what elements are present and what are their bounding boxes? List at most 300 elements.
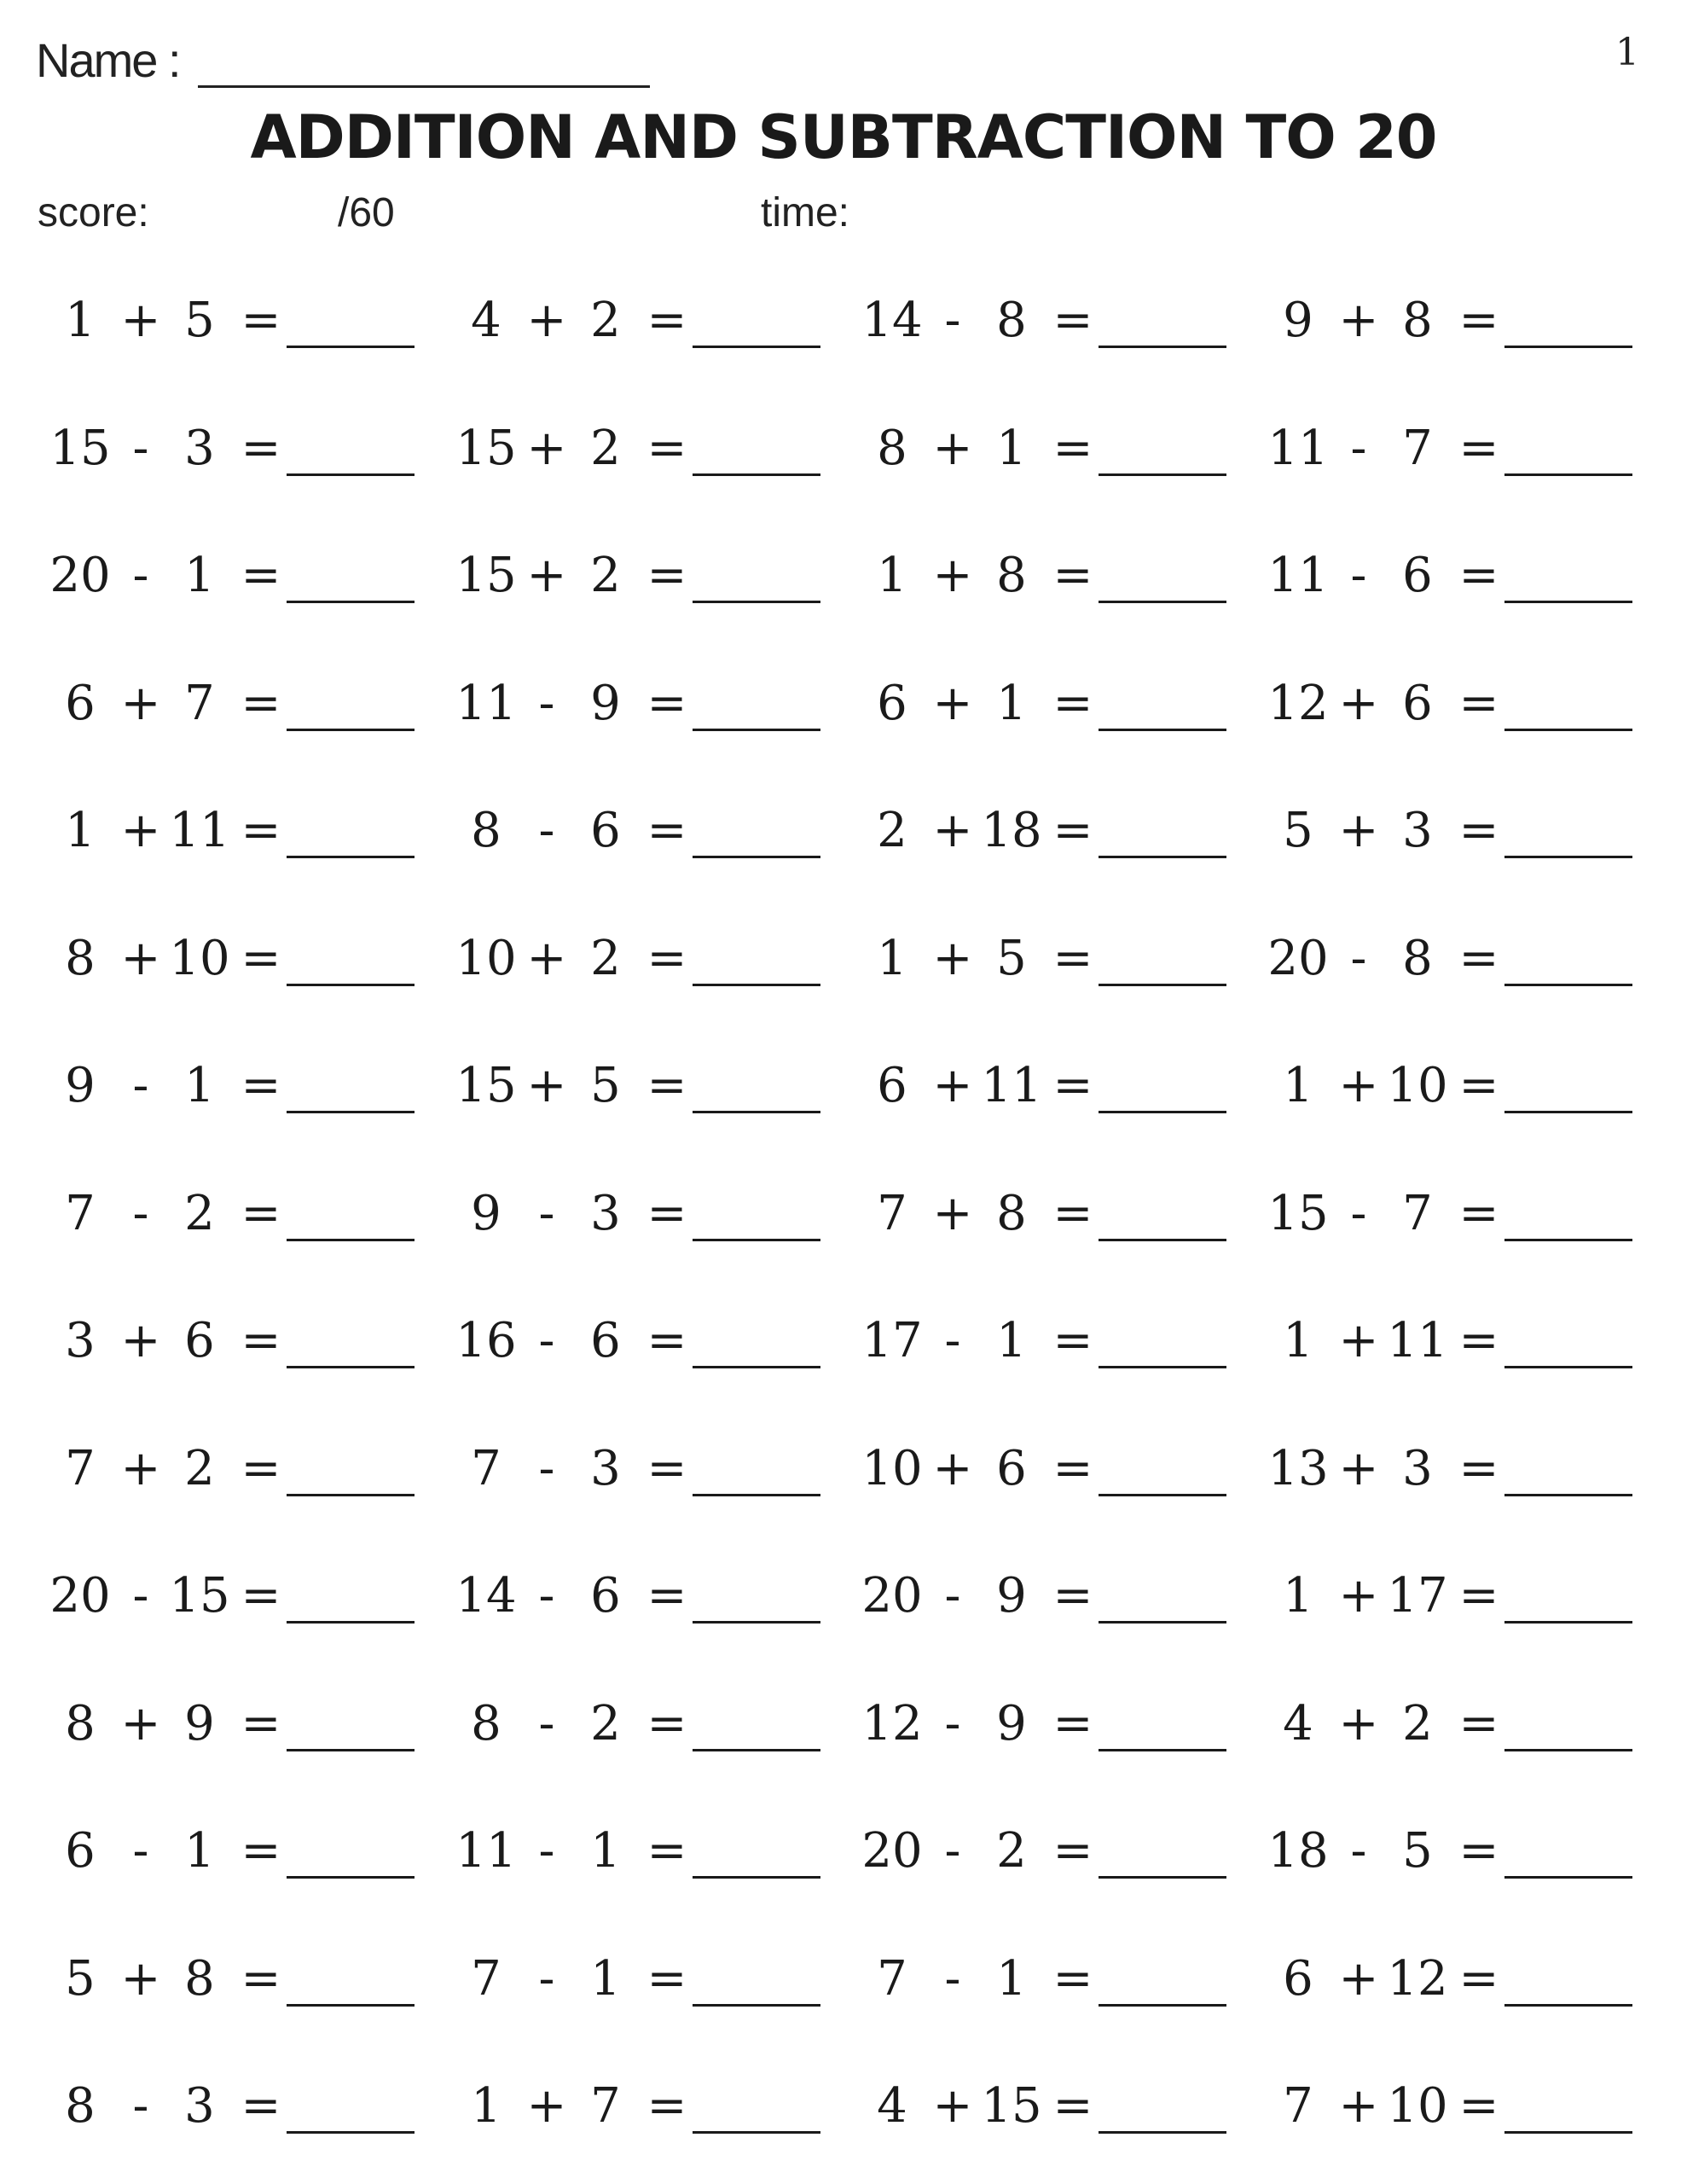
answer-blank[interactable] xyxy=(693,1621,820,1623)
problem-13-1 xyxy=(44,1804,420,1897)
operand-b: 11 xyxy=(1387,1313,1448,1368)
answer-blank[interactable] xyxy=(1099,2131,1226,2134)
answer-blank[interactable] xyxy=(287,2131,415,2134)
operand-a: 20 xyxy=(861,1823,923,1879)
page-title: ADDITION AND SUBTRACTION TO 20 xyxy=(250,102,1437,172)
operand-a: 8 xyxy=(65,1695,96,1751)
problem-11-4 xyxy=(1262,1548,1638,1642)
operand-a: 9 xyxy=(65,1058,96,1113)
operand-a: 7 xyxy=(471,1440,501,1496)
equals-sign: = xyxy=(646,930,687,986)
operator: + xyxy=(526,548,567,603)
answer-blank[interactable] xyxy=(1504,1366,1632,1368)
operand-b: 11 xyxy=(169,803,230,858)
equals-sign: = xyxy=(241,1058,281,1113)
answer-blank[interactable] xyxy=(1504,473,1632,476)
equals-sign: = xyxy=(1052,803,1093,858)
operand-b: 1 xyxy=(590,1823,621,1879)
answer-blank[interactable] xyxy=(287,1366,415,1368)
answer-blank[interactable] xyxy=(1099,601,1226,603)
problem-13-3 xyxy=(856,1804,1232,1897)
operand-a: 10 xyxy=(861,1440,923,1496)
problem-7-1 xyxy=(44,1038,420,1132)
problem-1-4 xyxy=(1262,273,1638,367)
equals-sign: = xyxy=(241,293,281,348)
problem-9-3 xyxy=(856,1293,1232,1387)
operand-b: 9 xyxy=(996,1568,1027,1623)
operand-b: 3 xyxy=(590,1185,621,1241)
operand-a: 7 xyxy=(877,1950,907,2007)
operator: - xyxy=(132,548,149,603)
answer-blank[interactable] xyxy=(287,729,415,731)
answer-blank[interactable] xyxy=(287,1876,415,1879)
problem-15-4 xyxy=(1262,2059,1638,2152)
problem-14-3 xyxy=(856,1931,1232,2025)
operator: - xyxy=(538,1568,555,1623)
problem-5-2 xyxy=(450,783,826,877)
operator: - xyxy=(538,1950,555,2007)
time-label: time: xyxy=(761,190,850,235)
problem-12-4 xyxy=(1262,1676,1638,1770)
answer-blank[interactable] xyxy=(1504,2004,1632,2007)
operator: + xyxy=(932,1058,973,1113)
operand-b: 9 xyxy=(184,1695,215,1751)
problem-14-4 xyxy=(1262,1931,1638,2025)
answer-blank[interactable] xyxy=(693,473,820,476)
answer-blank[interactable] xyxy=(693,856,820,858)
operand-a: 11 xyxy=(455,1823,517,1879)
answer-blank[interactable] xyxy=(1504,2131,1632,2134)
answer-blank[interactable] xyxy=(287,1239,415,1241)
operand-b: 1 xyxy=(590,1950,621,2007)
operand-b: 11 xyxy=(981,1058,1042,1113)
operator: + xyxy=(1338,293,1379,348)
equals-sign: = xyxy=(241,930,281,986)
answer-blank[interactable] xyxy=(287,2004,415,2007)
operand-a: 4 xyxy=(877,2078,907,2134)
equals-sign: = xyxy=(1458,1058,1499,1113)
answer-blank[interactable] xyxy=(1504,1111,1632,1113)
problem-13-2 xyxy=(450,1804,826,1897)
operator: + xyxy=(120,803,161,858)
problem-5-3 xyxy=(856,783,1232,877)
operand-b: 1 xyxy=(996,1950,1027,2007)
page-number: 1 xyxy=(1615,31,1639,74)
operand-b: 10 xyxy=(169,930,230,986)
equals-sign: = xyxy=(646,1440,687,1496)
operator: - xyxy=(132,420,149,476)
operator: + xyxy=(1338,1313,1379,1368)
equals-sign: = xyxy=(1458,930,1499,986)
problem-7-2 xyxy=(450,1038,826,1132)
answer-blank[interactable] xyxy=(1099,1749,1226,1751)
operator: - xyxy=(132,1823,149,1879)
operand-b: 1 xyxy=(996,675,1027,731)
equals-sign: = xyxy=(646,293,687,348)
problem-9-4 xyxy=(1262,1293,1638,1387)
answer-blank[interactable] xyxy=(287,1621,415,1623)
operand-a: 14 xyxy=(861,293,923,348)
answer-blank[interactable] xyxy=(693,1494,820,1496)
operator: + xyxy=(1338,2078,1379,2134)
problem-3-1 xyxy=(44,528,420,622)
problem-6-1 xyxy=(44,911,420,1005)
answer-blank[interactable] xyxy=(1099,473,1226,476)
equals-sign: = xyxy=(1052,675,1093,731)
operand-a: 15 xyxy=(455,420,517,476)
operand-b: 8 xyxy=(184,1950,215,2007)
problem-9-1 xyxy=(44,1293,420,1387)
operand-b: 3 xyxy=(590,1440,621,1496)
operand-b: 1 xyxy=(184,1058,215,1113)
equals-sign: = xyxy=(1458,1823,1499,1879)
operand-a: 9 xyxy=(471,1185,501,1241)
problem-10-4 xyxy=(1262,1421,1638,1515)
operand-b: 7 xyxy=(1402,420,1433,476)
equals-sign: = xyxy=(1052,420,1093,476)
operator: + xyxy=(932,548,973,603)
score-label: score: xyxy=(38,190,149,235)
problem-8-2 xyxy=(450,1166,826,1260)
equals-sign: = xyxy=(1052,1313,1093,1368)
operator: - xyxy=(1350,930,1367,986)
operand-b: 6 xyxy=(184,1313,215,1368)
operator: - xyxy=(132,1058,149,1113)
operand-b: 8 xyxy=(996,548,1027,603)
problem-7-4 xyxy=(1262,1038,1638,1132)
operand-b: 10 xyxy=(1387,1058,1448,1113)
answer-blank[interactable] xyxy=(1504,1876,1632,1879)
operand-b: 12 xyxy=(1387,1950,1448,2007)
equals-sign: = xyxy=(1052,1440,1093,1496)
problem-9-2 xyxy=(450,1293,826,1387)
name-label: Name : xyxy=(36,33,180,87)
equals-sign: = xyxy=(1458,420,1499,476)
problem-11-1 xyxy=(44,1548,420,1642)
equals-sign: = xyxy=(241,1950,281,2007)
answer-blank[interactable] xyxy=(1099,1494,1226,1496)
operator: + xyxy=(526,293,567,348)
answer-blank[interactable] xyxy=(1504,1239,1632,1241)
answer-blank[interactable] xyxy=(1099,1621,1226,1623)
operator: - xyxy=(944,1313,961,1368)
answer-blank[interactable] xyxy=(693,2004,820,2007)
answer-blank[interactable] xyxy=(287,473,415,476)
operator: - xyxy=(132,1568,149,1623)
operand-b: 8 xyxy=(1402,930,1433,986)
equals-sign: = xyxy=(241,675,281,731)
operand-a: 1 xyxy=(471,2078,501,2134)
answer-blank[interactable] xyxy=(1099,1111,1226,1113)
operator: - xyxy=(538,1313,555,1368)
operand-a: 8 xyxy=(877,420,907,476)
operand-b: 3 xyxy=(184,2078,215,2134)
operand-a: 18 xyxy=(1267,1823,1329,1879)
problem-8-4 xyxy=(1262,1166,1638,1260)
problem-14-2 xyxy=(450,1931,826,2025)
answer-blank[interactable] xyxy=(1099,2004,1226,2007)
operand-b: 2 xyxy=(590,293,621,348)
problem-15-2 xyxy=(450,2059,826,2152)
operand-a: 12 xyxy=(1267,675,1329,731)
answer-blank[interactable] xyxy=(693,1111,820,1113)
operand-b: 1 xyxy=(184,1823,215,1879)
operand-b: 5 xyxy=(184,293,215,348)
operand-b: 5 xyxy=(996,930,1027,986)
operand-a: 8 xyxy=(65,2078,96,2134)
operand-b: 8 xyxy=(1402,293,1433,348)
operand-a: 14 xyxy=(455,1568,517,1623)
problem-1-1 xyxy=(44,273,420,367)
problem-12-3 xyxy=(856,1676,1232,1770)
answer-blank[interactable] xyxy=(1099,984,1226,986)
equals-sign: = xyxy=(241,1440,281,1496)
operator: + xyxy=(120,675,161,731)
answer-blank[interactable] xyxy=(1504,1621,1632,1623)
operand-a: 20 xyxy=(49,1568,111,1623)
equals-sign: = xyxy=(241,1568,281,1623)
operand-a: 4 xyxy=(1283,1695,1313,1751)
answer-blank[interactable] xyxy=(287,1111,415,1113)
operand-a: 11 xyxy=(1267,420,1329,476)
operand-a: 8 xyxy=(65,930,96,986)
score-total: /60 xyxy=(338,190,395,235)
answer-blank[interactable] xyxy=(1504,729,1632,731)
answer-blank[interactable] xyxy=(693,2131,820,2134)
answer-blank[interactable] xyxy=(1504,984,1632,986)
equals-sign: = xyxy=(1458,2078,1499,2134)
operand-a: 3 xyxy=(65,1313,96,1368)
operand-a: 12 xyxy=(861,1695,923,1751)
problem-10-2 xyxy=(450,1421,826,1515)
answer-blank[interactable] xyxy=(693,1366,820,1368)
answer-blank[interactable] xyxy=(287,346,415,348)
equals-sign: = xyxy=(1458,803,1499,858)
operator: + xyxy=(526,1058,567,1113)
equals-sign: = xyxy=(1052,1185,1093,1241)
equals-sign: = xyxy=(1052,293,1093,348)
problem-5-1 xyxy=(44,783,420,877)
answer-blank[interactable] xyxy=(1099,729,1226,731)
operand-a: 6 xyxy=(65,1823,96,1879)
operand-b: 10 xyxy=(1387,2078,1448,2134)
operand-b: 15 xyxy=(981,2078,1042,2134)
operand-a: 5 xyxy=(1283,803,1313,858)
operator: - xyxy=(132,1185,149,1241)
equals-sign: = xyxy=(241,803,281,858)
operand-b: 7 xyxy=(1402,1185,1433,1241)
equals-sign: = xyxy=(1052,1695,1093,1751)
operator: - xyxy=(1350,548,1367,603)
operator: - xyxy=(944,1950,961,2007)
operator: + xyxy=(120,1950,161,2007)
operator: - xyxy=(538,803,555,858)
problem-14-1 xyxy=(44,1931,420,2025)
operand-b: 2 xyxy=(590,930,621,986)
operand-a: 6 xyxy=(877,675,907,731)
answer-blank[interactable] xyxy=(1504,856,1632,858)
operand-a: 7 xyxy=(65,1185,96,1241)
answer-blank[interactable] xyxy=(693,729,820,731)
problem-12-2 xyxy=(450,1676,826,1770)
operand-a: 6 xyxy=(65,675,96,731)
answer-blank[interactable] xyxy=(1099,346,1226,348)
operand-a: 7 xyxy=(877,1185,907,1241)
answer-blank[interactable] xyxy=(287,984,415,986)
operand-b: 6 xyxy=(1402,675,1433,731)
operator: - xyxy=(538,1185,555,1241)
operand-b: 9 xyxy=(996,1695,1027,1751)
equals-sign: = xyxy=(1458,293,1499,348)
answer-blank[interactable] xyxy=(1504,1494,1632,1496)
operand-a: 15 xyxy=(1267,1185,1329,1241)
operand-a: 1 xyxy=(65,803,96,858)
operand-b: 3 xyxy=(1402,1440,1433,1496)
equals-sign: = xyxy=(646,675,687,731)
operand-a: 15 xyxy=(455,548,517,603)
equals-sign: = xyxy=(241,2078,281,2134)
operand-a: 9 xyxy=(1283,293,1313,348)
operand-b: 7 xyxy=(184,675,215,731)
problem-6-2 xyxy=(450,911,826,1005)
operator: - xyxy=(1350,420,1367,476)
operand-b: 8 xyxy=(996,293,1027,348)
equals-sign: = xyxy=(646,1823,687,1879)
operand-b: 17 xyxy=(1387,1568,1448,1623)
problem-11-2 xyxy=(450,1548,826,1642)
problem-15-3 xyxy=(856,2059,1232,2152)
equals-sign: = xyxy=(1458,1185,1499,1241)
operand-a: 17 xyxy=(861,1313,923,1368)
answer-blank[interactable] xyxy=(287,1749,415,1751)
operand-a: 11 xyxy=(455,675,517,731)
operator: + xyxy=(932,675,973,731)
operator: - xyxy=(1350,1823,1367,1879)
equals-sign: = xyxy=(1052,1950,1093,2007)
operand-a: 1 xyxy=(1283,1313,1313,1368)
operator: + xyxy=(932,1185,973,1241)
equals-sign: = xyxy=(646,803,687,858)
equals-sign: = xyxy=(1458,1568,1499,1623)
operand-a: 6 xyxy=(877,1058,907,1113)
equals-sign: = xyxy=(1052,1058,1093,1113)
answer-blank[interactable] xyxy=(693,346,820,348)
operand-b: 2 xyxy=(184,1185,215,1241)
problem-10-1 xyxy=(44,1421,420,1515)
operand-b: 2 xyxy=(996,1823,1027,1879)
answer-blank[interactable] xyxy=(1099,1366,1226,1368)
problem-4-3 xyxy=(856,656,1232,750)
operand-b: 8 xyxy=(996,1185,1027,1241)
operand-b: 6 xyxy=(590,1313,621,1368)
equals-sign: = xyxy=(646,1568,687,1623)
operand-a: 20 xyxy=(1267,930,1329,986)
operator: + xyxy=(1338,675,1379,731)
operand-a: 1 xyxy=(1283,1568,1313,1623)
operator: - xyxy=(944,1568,961,1623)
answer-blank[interactable] xyxy=(693,1876,820,1879)
operand-a: 8 xyxy=(471,803,501,858)
operator: - xyxy=(538,675,555,731)
operator: - xyxy=(538,1823,555,1879)
equals-sign: = xyxy=(1052,930,1093,986)
operand-a: 1 xyxy=(877,930,907,986)
equals-sign: = xyxy=(1458,675,1499,731)
problem-4-1 xyxy=(44,656,420,750)
answer-blank[interactable] xyxy=(1099,1876,1226,1879)
problem-10-3 xyxy=(856,1421,1232,1515)
operand-b: 6 xyxy=(590,803,621,858)
operand-b: 9 xyxy=(590,675,621,731)
answer-blank[interactable] xyxy=(693,1239,820,1241)
problem-2-3 xyxy=(856,401,1232,495)
problem-2-2 xyxy=(450,401,826,495)
answer-blank[interactable] xyxy=(693,984,820,986)
answer-blank[interactable] xyxy=(1504,1749,1632,1751)
operand-a: 6 xyxy=(1283,1950,1313,2007)
operator: + xyxy=(120,930,161,986)
operand-b: 6 xyxy=(1402,548,1433,603)
equals-sign: = xyxy=(646,420,687,476)
problem-4-4 xyxy=(1262,656,1638,750)
problem-8-3 xyxy=(856,1166,1232,1260)
problem-6-4 xyxy=(1262,911,1638,1005)
answer-blank[interactable] xyxy=(1504,601,1632,603)
problem-2-4 xyxy=(1262,401,1638,495)
operand-b: 2 xyxy=(184,1440,215,1496)
operand-a: 20 xyxy=(861,1568,923,1623)
problem-5-4 xyxy=(1262,783,1638,877)
operand-b: 6 xyxy=(590,1568,621,1623)
operator: + xyxy=(120,1440,161,1496)
operator: + xyxy=(1338,803,1379,858)
answer-blank[interactable] xyxy=(287,856,415,858)
answer-blank[interactable] xyxy=(693,601,820,603)
answer-blank[interactable] xyxy=(287,601,415,603)
operand-b: 2 xyxy=(590,1695,621,1751)
answer-blank[interactable] xyxy=(287,1494,415,1496)
problem-1-2 xyxy=(450,273,826,367)
answer-blank[interactable] xyxy=(1504,346,1632,348)
operand-a: 13 xyxy=(1267,1440,1329,1496)
operator: + xyxy=(932,420,973,476)
operand-a: 7 xyxy=(471,1950,501,2007)
problem-1-3 xyxy=(856,273,1232,367)
answer-blank[interactable] xyxy=(1099,1239,1226,1241)
operand-b: 6 xyxy=(996,1440,1027,1496)
operator: + xyxy=(120,1313,161,1368)
equals-sign: = xyxy=(1052,1568,1093,1623)
equals-sign: = xyxy=(241,1313,281,1368)
problem-2-1 xyxy=(44,401,420,495)
operator: + xyxy=(1338,1695,1379,1751)
answer-blank[interactable] xyxy=(1099,856,1226,858)
operand-b: 1 xyxy=(996,1313,1027,1368)
operator: + xyxy=(120,293,161,348)
problem-15-1 xyxy=(44,2059,420,2152)
operator: + xyxy=(526,420,567,476)
equals-sign: = xyxy=(1052,2078,1093,2134)
operand-a: 15 xyxy=(455,1058,517,1113)
answer-blank[interactable] xyxy=(693,1749,820,1751)
operator: + xyxy=(1338,1950,1379,2007)
problem-7-3 xyxy=(856,1038,1232,1132)
problem-3-2 xyxy=(450,528,826,622)
problem-13-4 xyxy=(1262,1804,1638,1897)
operand-b: 18 xyxy=(981,803,1042,858)
operator: - xyxy=(538,1695,555,1751)
equals-sign: = xyxy=(646,548,687,603)
